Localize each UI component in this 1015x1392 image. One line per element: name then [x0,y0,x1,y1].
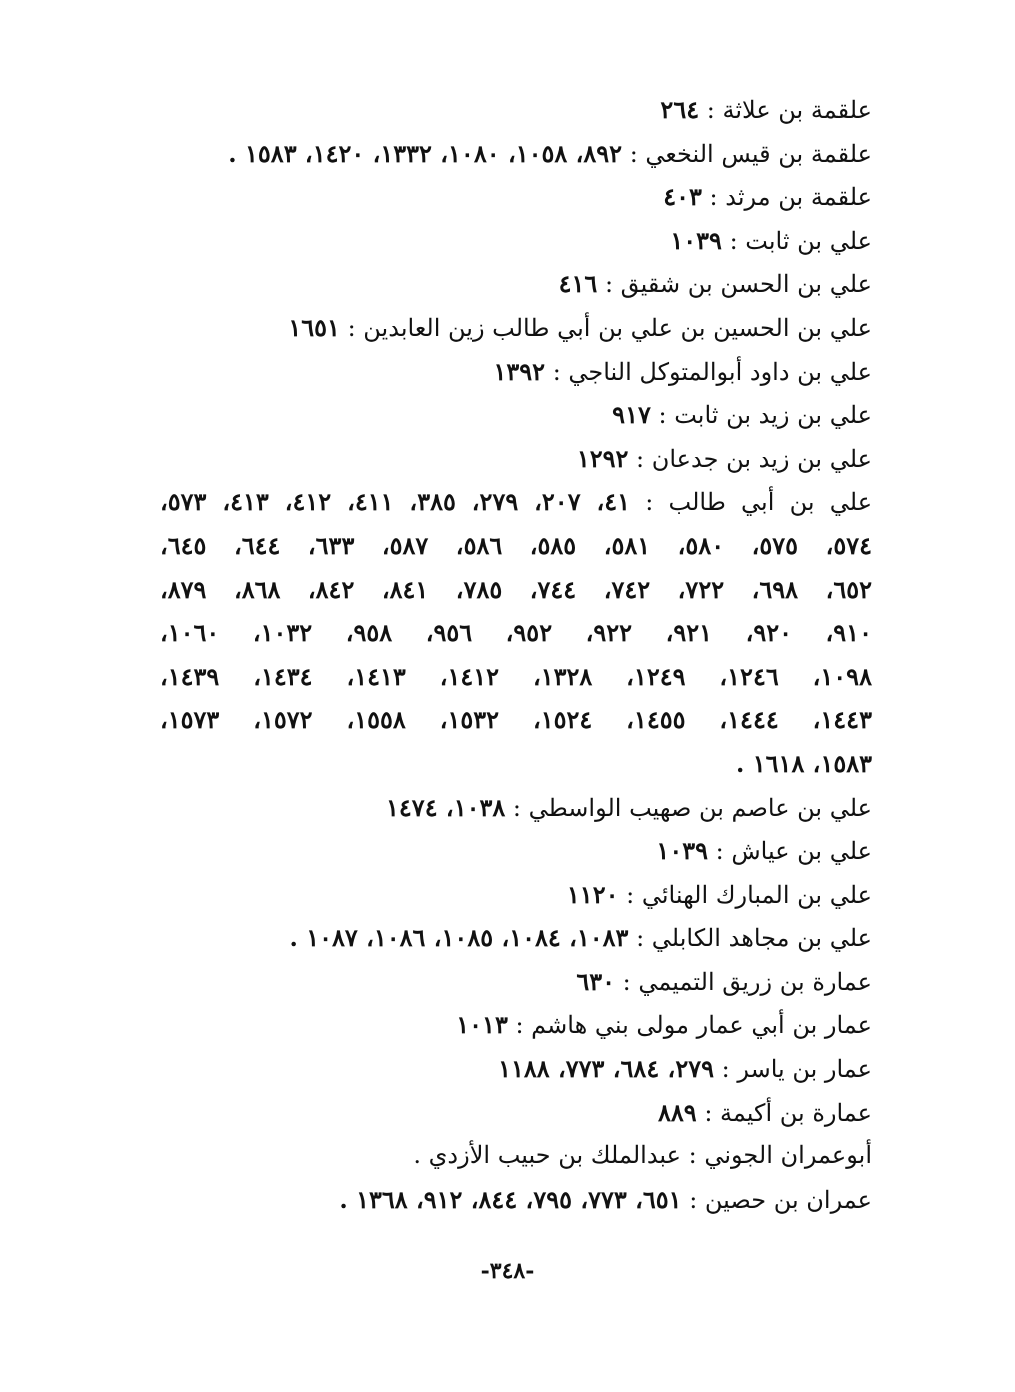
entry-name: علي بن المبارك الهنائي : [626,880,872,909]
entry-name: عمارة بن زريق التميمي : [622,967,872,996]
index-entry-continuation [160,524,872,568]
index-entry [160,350,872,394]
entry-refs: ١٣٩٢ [493,356,546,386]
entry-refs: ٤١٦ [558,269,598,299]
index-entry [160,916,872,960]
entry-name: علي بن ثابت : [729,226,872,255]
index-entry-continuation [160,698,872,742]
entry-name: علي بن أبي طالب : [645,488,872,517]
entry-refs: ٤٠٣ [663,182,702,212]
index-entry [160,873,872,917]
index-entry [160,1134,872,1178]
entry-name: علي بن داود أبوالمتوكل الناجي : [552,357,872,386]
index-entry [160,437,872,481]
index-entries [160,88,872,1221]
index-entry [160,1178,872,1222]
index-entry [160,219,872,263]
entry-refs: ١٠٩٨، ١٢٤٦، ١٢٤٩، ١٣٢٨، ١٤١٢، ١٤١٣، ١٤٣٤، ١٤٣٩، [160,661,872,691]
entry-name: علي بن عياش : [715,837,872,866]
index-entry [160,88,872,132]
entry-refs: ١١٢٠ [566,879,619,909]
entry-refs: ٩١٧ [612,400,651,430]
index-entry [160,132,872,176]
index-entry [160,175,872,219]
index-entry [160,786,872,830]
entry-name: علقمة بن مرثد : [709,183,872,212]
entry-name: علقمة بن علاثة : [706,96,872,124]
index-entry [160,306,872,350]
entry-refs: ٦٣٠ [576,966,616,996]
entry-refs: ٦٥١، ٧٧٣، ٧٩٥، ٨٤٤، ٩١٢، ١٣٦٨ . [339,1184,682,1214]
index-entry [160,1003,872,1047]
entry-name: عمران بن حصين : [689,1185,872,1214]
entry-refs: ١٠١٣ [456,1010,508,1040]
entry-name: علي بن زيد بن جدعان : [636,444,872,473]
entry-name: علي بن الحسن بن شقيق : [604,270,872,299]
entry-refs: ٢٦٤ [660,95,700,124]
index-entry [160,1047,872,1091]
entry-name: علي بن الحسين بن علي بن أبي طالب زين العابدين : [347,313,872,342]
entry-refs: ١٠٣٩ [656,836,708,866]
index-entry [160,1091,872,1135]
index-entry [160,960,872,1004]
entry-name: عمار بن أبي عمار مولى بني هاشم : [515,1011,872,1040]
entry-refs: ١٠٣٨، ١٤٧٤ [386,792,506,822]
entry-refs: ٢٧٩، ٦٨٤، ٧٧٣، ١١٨٨ [498,1054,714,1084]
entry-refs: ٨٩٢، ١٠٥٨، ١٠٨٠، ١٣٣٢، ١٤٢٠، ١٥٨٣ . [228,138,623,168]
index-entry [160,829,872,873]
index-entry-continuation [160,568,872,612]
entry-name: علي بن عاصم بن صهيب الواسطي : [512,793,872,822]
index-entry [160,480,872,524]
index-entry [160,262,872,306]
entry-refs: ١٢٩٢ [576,443,629,473]
index-entry-continuation [160,655,872,699]
entry-refs: ٩١٠، ٩٢٠، ٩٢١، ٩٢٢، ٩٥٢، ٩٥٦، ٩٥٨، ١٠٣٢، ١٠٦٠، [160,618,872,648]
index-entry-continuation [160,742,872,786]
entry-name: أبوعمران الجوني : [688,1141,872,1170]
entry-refs: ٥٧٤، ٥٧٥، ٥٨٠، ٥٨١، ٥٨٥، ٥٨٦، ٥٨٧، ٦٣٣، ٦٤٤، ٦٤٥، [160,530,872,560]
entry-refs: ١٦٥١ [288,312,340,342]
index-entry-continuation [160,611,872,655]
entry-name: علي بن زيد بن ثابت : [658,401,872,430]
entry-refs: ٦٥٢، ٦٩٨، ٧٢٢، ٧٤٢، ٧٤٤، ٧٨٥، ٨٤١، ٨٤٢، ٨٦٨، ٨٧٩، [160,574,872,604]
entry-name: عمارة بن أكيمة : [704,1098,872,1127]
entry-crossref: عبدالملك بن حبيب الأزدي . [413,1141,681,1170]
entry-refs: ١٠٣٩ [670,225,722,255]
entry-name: علقمة بن قيس النخعي : [629,139,872,168]
index-entry [160,393,872,437]
entry-refs: ٨٨٩ [658,1097,697,1127]
entry-refs: ١٤٤٣، ١٤٤٤، ١٤٥٥، ١٥٢٤، ١٥٣٢، ١٥٥٨، ١٥٧٢، ١٥٧٣، [160,705,872,735]
entry-name: عمار بن ياسر : [721,1055,872,1084]
entry-refs: ٤١، ٢٠٧، ٢٧٩، ٣٨٥، ٤١١، ٤١٢، ٤١٣، ٥٧٣، [160,487,631,517]
page-number: -٣٤٨- [480,1258,535,1284]
entry-name: علي بن مجاهد الكابلي : [636,924,872,953]
entry-refs: ١٠٨٣، ١٠٨٤، ١٠٨٥، ١٠٨٦، ١٠٨٧ . [289,923,629,953]
entry-refs: ١٥٨٣، ١٦١٨ . [736,748,872,778]
